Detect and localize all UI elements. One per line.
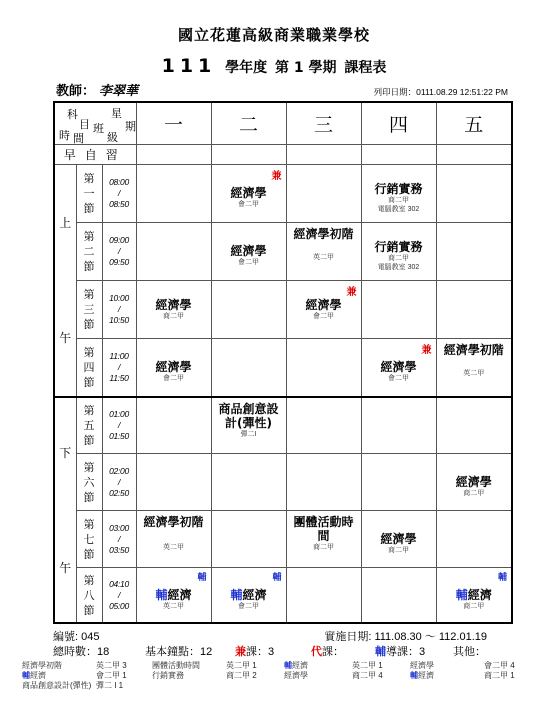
course-name: 經濟學: [230, 244, 267, 259]
course-name: 經濟學初階: [443, 342, 504, 357]
course-name: 行銷實務: [374, 181, 423, 196]
course-name-line-2: 計(彈性): [225, 415, 272, 430]
day-header-tue: 二: [211, 102, 286, 144]
slot-wed-1: [286, 164, 361, 222]
slot-wed-4: [286, 338, 361, 396]
footer-line-1: [53, 628, 511, 644]
slot-fri-8[interactable]: [436, 568, 512, 623]
summary-item: 輔經濟: [22, 671, 46, 680]
slot-mon-3[interactable]: [136, 280, 211, 338]
period-row-6: [54, 454, 512, 511]
class-name: 英二甲: [313, 253, 334, 261]
concurrent-hours: 兼課：3: [235, 646, 275, 658]
class-name: 會二甲: [313, 312, 334, 320]
course-name: 輔經濟: [230, 588, 267, 603]
slot-thu-8: [361, 568, 436, 623]
pm-char-1: 下: [59, 445, 72, 460]
header-row: [54, 102, 512, 144]
class-name: 會二甲: [238, 259, 259, 267]
period-time-2: 09:00 / 09:50: [102, 222, 136, 280]
slot-wed-5: [286, 397, 361, 454]
summary-item: 會二甲 4: [484, 661, 515, 670]
slot-mon-8[interactable]: [136, 568, 211, 623]
corner-grade: 級: [107, 132, 118, 145]
concurrent-tag: 兼: [346, 286, 357, 298]
class-name: 英二甲: [463, 369, 485, 377]
period-time-5: 01:00 / 01:50: [102, 397, 136, 454]
slot-mon-2: [136, 222, 211, 280]
slot-thu-3: [361, 280, 436, 338]
course-name-line-2: 間: [317, 529, 330, 544]
concurrent-tag: 兼: [421, 344, 432, 356]
course-name: 經濟學: [305, 297, 342, 312]
teacher-label: 教師：: [56, 84, 96, 99]
class-name: 商二甲: [463, 603, 485, 611]
school-name: 國立花蓮高級商業職業學校: [177, 26, 370, 44]
period-time-3: 10:00 / 10:50: [102, 280, 136, 338]
class-name: 會二甲: [238, 201, 259, 209]
class-name: 會二甲: [163, 375, 184, 383]
slot-fri-3: [436, 280, 512, 338]
class-name: 英二甲: [163, 603, 184, 611]
slot-wed-3[interactable]: [286, 280, 361, 338]
summary-item: 英二甲 1: [226, 661, 257, 670]
slot-tue-6: [211, 454, 286, 511]
period-label-3: 第 三 節: [76, 280, 102, 338]
course-name: 經濟學: [155, 360, 192, 375]
am-char-2: 午: [59, 331, 72, 346]
schedule-title: [0, 55, 548, 77]
course-name: 輔經濟: [455, 588, 492, 603]
corner-time: 時: [59, 130, 70, 143]
slot-wed-6: [286, 454, 361, 511]
summary-item: 英二甲 3: [96, 661, 127, 670]
timetable: [53, 101, 513, 624]
summary-item: 輔經濟: [284, 661, 308, 670]
class-name: 商二甲: [463, 490, 485, 498]
concurrent-tag: 兼: [271, 170, 282, 182]
period-row-7: [54, 511, 512, 568]
class-name: 彈二I: [240, 430, 257, 438]
effective-dates: 實施日期: 111.08.30 ～ 112.01.19: [324, 631, 487, 643]
course-name: 行銷實務: [374, 239, 423, 254]
am-char-1: 上: [59, 216, 72, 231]
corner-cell: [54, 102, 136, 144]
period-label-4: 第 四 節: [76, 338, 102, 396]
slot-tue-5[interactable]: [211, 397, 286, 454]
period-label-5: 第 五 節: [76, 397, 102, 454]
period-label-2: 第 二 節: [76, 222, 102, 280]
class-name: 會二甲: [388, 375, 409, 383]
document-type: 課程表: [344, 60, 387, 76]
school-year-label: 學年度: [225, 60, 268, 76]
slot-mon-6: [136, 454, 211, 511]
day-header-fri: 五: [436, 102, 512, 144]
slot-wed-2[interactable]: [286, 222, 361, 280]
summary-item: 團體活動時間: [152, 661, 200, 670]
slot-tue-1[interactable]: [211, 164, 286, 222]
summary-item: 英二甲 1: [352, 661, 383, 670]
am-label: [54, 164, 76, 396]
print-date: 列印日期：0111.08.29 12:51:22 PM: [373, 87, 508, 97]
day-header-thu: 四: [361, 102, 436, 144]
slot-mon-4[interactable]: [136, 338, 211, 396]
pm-char-2: 午: [59, 560, 72, 575]
tutoring-hours: 輔導課：3: [375, 646, 426, 658]
summary-item: 商品創意設計(彈性): [22, 681, 92, 690]
slot-fri-1: [436, 164, 512, 222]
slot-thu-1[interactable]: [361, 164, 436, 222]
summary-item: 經濟學初階: [22, 661, 62, 670]
summary-item: 經濟學: [284, 671, 308, 680]
class-name: 商二甲: [163, 312, 184, 320]
slot-fri-5: [436, 397, 512, 454]
corner-class: 班: [93, 123, 104, 136]
summary-item: 行銷實務: [152, 671, 184, 680]
course-name: 輔經濟: [155, 588, 192, 603]
day-header-wed: 三: [286, 102, 361, 144]
slot-fri-7: [436, 511, 512, 568]
course-name-line-1: 團體活動時: [293, 515, 354, 530]
period-row-4: [54, 338, 512, 396]
summary-item: 會二甲 1: [96, 671, 127, 680]
course-name: 經濟學初階: [143, 515, 204, 530]
slot-fri-2: [436, 222, 512, 280]
pm-label: [54, 397, 76, 623]
period-time-8: 04:10 / 05:00: [102, 568, 136, 623]
class-name: 商二甲: [388, 547, 409, 555]
slot-thu-5: [361, 397, 436, 454]
slot-tue-2[interactable]: [211, 222, 286, 280]
slot-tue-8[interactable]: [211, 568, 286, 623]
empty-cell: [361, 144, 436, 164]
period-row-8: [54, 568, 512, 623]
summary-item: 商二甲 2: [226, 671, 257, 680]
total-hours: 總時數：18: [53, 646, 110, 658]
empty-cell: [136, 144, 211, 164]
teacher-line: [56, 80, 138, 99]
slot-fri-4[interactable]: [436, 338, 512, 396]
slot-thu-2[interactable]: [361, 222, 436, 280]
period-label-6: 第 六 節: [76, 454, 102, 511]
summary-item: 商二甲 4: [352, 671, 383, 680]
empty-cell: [436, 144, 512, 164]
summary-item: 商二甲 1: [484, 671, 515, 680]
tutoring-tag: 輔: [272, 573, 282, 584]
slot-mon-1: [136, 164, 211, 222]
corner-star: 星: [111, 108, 122, 121]
day-header-mon: 一: [136, 102, 211, 144]
slot-tue-4: [211, 338, 286, 396]
empty-cell: [286, 144, 361, 164]
slot-thu-4[interactable]: [361, 338, 436, 396]
course-name: 經濟學: [380, 360, 417, 375]
corner-period: 期: [125, 121, 136, 134]
slot-mon-7[interactable]: [136, 511, 211, 568]
class-name: 英二甲: [163, 544, 184, 552]
tutoring-tag: 輔: [197, 573, 207, 584]
period-row-5: [54, 397, 512, 454]
slot-tue-3: [211, 280, 286, 338]
tutoring-tag: 輔: [497, 573, 507, 584]
corner-subject: 科: [67, 109, 78, 122]
course-name: 經濟學: [155, 297, 192, 312]
room-name: 電腦教室 302: [377, 263, 420, 271]
period-label-7: 第 七 節: [76, 511, 102, 568]
slot-fri-6[interactable]: [436, 454, 512, 511]
course-name: 經濟學初階: [293, 226, 354, 241]
slot-wed-7[interactable]: [286, 511, 361, 568]
course-name: 經濟學: [230, 186, 267, 201]
course-name: 經濟學: [380, 532, 417, 547]
semester: 第 1 學期: [275, 60, 337, 76]
school-year: 111: [161, 55, 217, 77]
course-name-line-1: 商品創意設: [218, 401, 279, 416]
period-time-6: 02:00 / 02:50: [102, 454, 136, 511]
period-time-4: 11:00 / 11:50: [102, 338, 136, 396]
other-hours: 其他：: [453, 646, 486, 658]
summary-item: 彈二 I 1: [96, 681, 124, 690]
summary-item: 輔經濟: [410, 671, 434, 680]
class-name: 商二甲: [388, 254, 409, 262]
slot-wed-8: [286, 568, 361, 623]
corner-between: 間: [73, 133, 84, 146]
substitute-hours: 代課：: [311, 646, 344, 658]
corner-item: 目: [79, 119, 90, 132]
course-name: 經濟學: [455, 475, 492, 490]
period-label-8: 第 八 節: [76, 568, 102, 623]
class-name: 會二甲: [238, 603, 259, 611]
teacher-name: 李翠華: [99, 84, 139, 99]
slot-tue-7: [211, 511, 286, 568]
basic-hours: 基本鐘點：12: [145, 646, 213, 658]
morning-study-label: 早自習: [54, 144, 136, 164]
period-row-1: [54, 164, 512, 222]
morning-study-row: [54, 144, 512, 164]
slot-thu-7[interactable]: [361, 511, 436, 568]
summary-item: 經濟學: [410, 661, 434, 670]
slot-thu-6: [361, 454, 436, 511]
period-row-2: [54, 222, 512, 280]
period-row-3: [54, 280, 512, 338]
class-name: 商二甲: [388, 196, 409, 204]
slot-mon-5: [136, 397, 211, 454]
class-name: 商二甲: [313, 544, 334, 552]
period-time-7: 03:00 / 03:50: [102, 511, 136, 568]
empty-cell: [211, 144, 286, 164]
serial-number: 編號: 045: [53, 631, 100, 643]
period-time-1: 08:00 / 08:50: [102, 164, 136, 222]
period-label-1: 第 一 節: [76, 164, 102, 222]
room-name: 電腦教室 302: [377, 205, 420, 213]
